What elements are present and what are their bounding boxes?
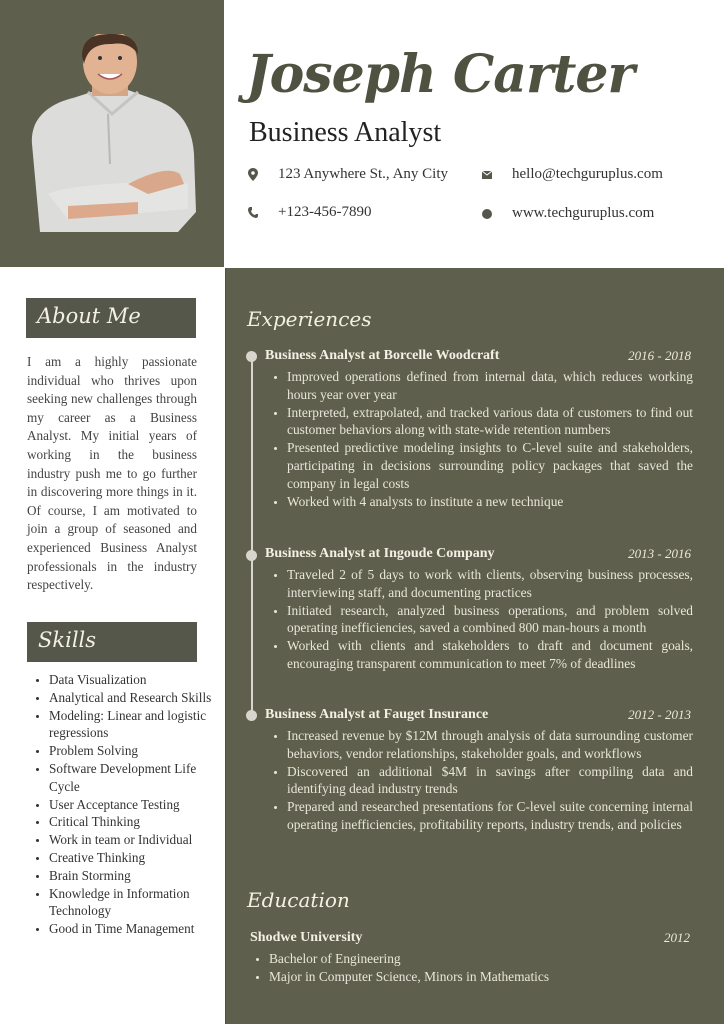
job-title: Business Analyst at Borcelle Woodcraft bbox=[265, 348, 500, 363]
skill-item: Knowledge in Information Technology bbox=[36, 885, 216, 921]
job-bullet: Increased revenue by $12M through analysis of data surrounding customer behaviors, vendor relationships, stakeholder goals, and workflows bbox=[287, 728, 693, 761]
contact-website[interactable] bbox=[482, 205, 654, 222]
skill-item: Problem Solving bbox=[36, 742, 216, 760]
skill-item: Creative Thinking bbox=[36, 849, 216, 867]
job-bullet: Prepared and researched presentations for C-level suite concerning internal operating inefficiencies, profitability reports, industry trends, and policies bbox=[287, 799, 693, 832]
envelope-icon bbox=[482, 171, 512, 179]
contact-address bbox=[248, 166, 448, 183]
phone-icon bbox=[248, 207, 278, 218]
education-year: 2012 bbox=[664, 930, 690, 945]
skill-item: Modeling: Linear and logistic regressions bbox=[36, 707, 216, 743]
skills-list bbox=[36, 671, 216, 938]
job-title: Business Analyst at Fauget Insurance bbox=[265, 707, 489, 722]
education-entry bbox=[250, 930, 692, 986]
education-heading: Education bbox=[247, 888, 350, 912]
about-text: I am a highly passionate individual who thrives upon seeking new challenges through my career as a Business Analyst. My initial years of working in the business industry push me to go further in discovering more things in it. Of course, I am motivated to join a group of seasoned and experienced Business Analyst professionals in the industry respectively. bbox=[27, 354, 197, 593]
candidate-name: Joseph Carter bbox=[246, 44, 634, 105]
job-bullet: Initiated research, analyzed business operations, and problem solved operating inefficiencies, saved a combined 800 man-hours a month bbox=[287, 602, 693, 636]
job-dates: 2016 - 2018 bbox=[628, 348, 691, 363]
photo-panel bbox=[0, 0, 224, 267]
education-item: Major in Computer Science, Minors in Mathematics bbox=[269, 968, 692, 986]
job-bullets bbox=[287, 727, 693, 834]
skill-item: Brain Storming bbox=[36, 867, 216, 885]
skill-item: Software Development Life Cycle bbox=[36, 760, 216, 796]
header bbox=[224, 0, 724, 267]
skills-heading: Skills bbox=[27, 622, 197, 662]
job-bullet: Worked with 4 analysts to institute a new technique bbox=[287, 493, 693, 511]
candidate-role: Business Analyst bbox=[249, 117, 442, 148]
experiences-heading: Experiences bbox=[247, 307, 372, 331]
job-bullets bbox=[287, 368, 693, 510]
education-item: Bachelor of Engineering bbox=[269, 950, 692, 968]
skill-item: User Acceptance Testing bbox=[36, 796, 216, 814]
job-bullet: Discovered an additional $4M in savings after compiling data and identifying dead industry trends bbox=[287, 763, 693, 797]
skill-item: Critical Thinking bbox=[36, 813, 216, 831]
school-name: Shodwe University bbox=[250, 930, 363, 945]
globe-icon bbox=[482, 209, 512, 219]
skill-item: Work in team or Individual bbox=[36, 831, 216, 849]
skill-item: Data Visualization bbox=[36, 671, 216, 689]
skill-item: Analytical and Research Skills bbox=[36, 689, 216, 707]
address-text: 123 Anywhere St., Any City bbox=[278, 166, 449, 182]
job-bullets bbox=[287, 566, 693, 673]
profile-photo bbox=[28, 34, 196, 232]
website-link[interactable]: www.techguruplus.com bbox=[512, 205, 655, 221]
education-bullets bbox=[269, 950, 692, 986]
timeline-dot bbox=[246, 550, 257, 561]
timeline-dot bbox=[246, 351, 257, 362]
email-link[interactable]: hello@techguruplus.com bbox=[512, 166, 663, 182]
job-bullet: Improved operations defined from internal data, which reduces working hours year over year bbox=[287, 369, 693, 402]
timeline-line bbox=[251, 356, 253, 718]
job-bullet: Presented predictive modeling insights to C-level suite and stakeholders, participating in decisions surrounding policy packages that saved the company in legal costs bbox=[287, 440, 693, 491]
job-entry bbox=[265, 348, 693, 510]
job-bullet: Worked with clients and stakeholders to draft and document goals, encouraging transparent communication to meet 7% of deadlines bbox=[287, 638, 693, 671]
phone-text: +123-456-7890 bbox=[278, 204, 372, 220]
main-panel bbox=[225, 268, 724, 1024]
contact-phone bbox=[248, 204, 371, 221]
job-title: Business Analyst at Ingoude Company bbox=[265, 546, 495, 561]
skill-item: Good in Time Management bbox=[36, 920, 216, 938]
job-dates: 2013 - 2016 bbox=[628, 546, 691, 561]
timeline-dot bbox=[246, 710, 257, 721]
job-dates: 2012 - 2013 bbox=[628, 707, 691, 722]
about-heading: About Me bbox=[26, 298, 196, 338]
job-bullet: Interpreted, extrapolated, and tracked various data of customers to find out customer behaviors along with state-wide retention numbers bbox=[287, 404, 693, 438]
location-pin-icon bbox=[248, 168, 278, 181]
job-bullet: Traveled 2 of 5 days to work with clients, observing business processes, interviewing staff, and documenting practices bbox=[287, 567, 693, 600]
job-entry bbox=[265, 546, 693, 673]
job-entry bbox=[265, 707, 693, 834]
contact-email[interactable] bbox=[482, 166, 663, 183]
